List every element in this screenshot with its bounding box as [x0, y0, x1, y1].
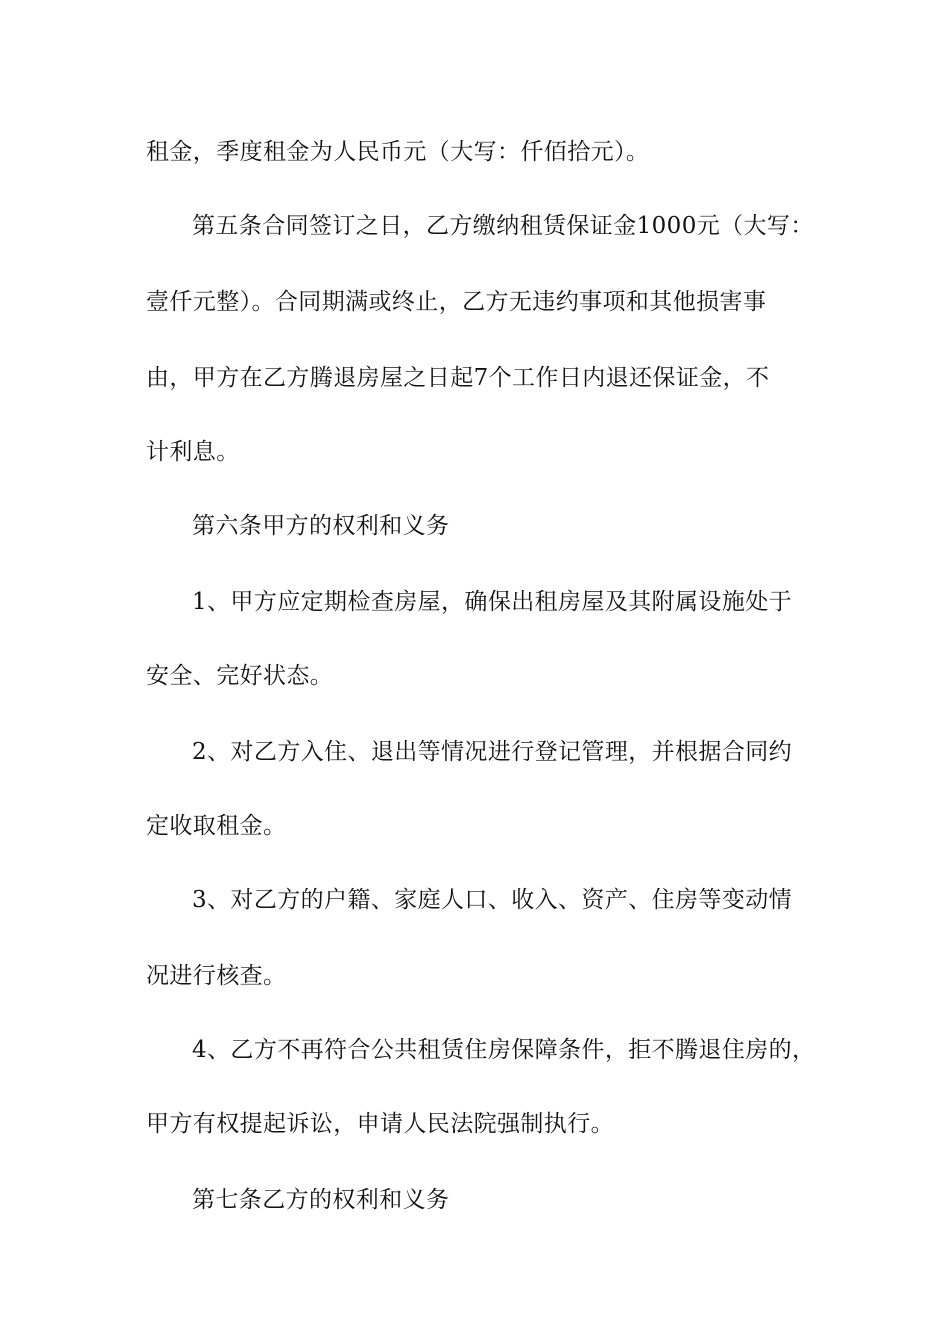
text-line-item-4-cont: 甲方有权提起诉讼，申请人民法院强制执行。 — [146, 1111, 614, 1137]
text-line-article-5: 第五条合同签订之日，乙方缴纳租赁保证金1000元（大写： — [192, 213, 814, 239]
text-line-article-5-cont-3: 计利息。 — [146, 439, 240, 465]
text-line-item-2: 2、对乙方入住、退出等情况进行登记管理，并根据合同约 — [192, 739, 793, 765]
heading-article-6: 第六条甲方的权利和义务 — [192, 513, 450, 539]
heading-article-7: 第七条乙方的权利和义务 — [192, 1187, 450, 1213]
text-line-article-5-cont-2: 由，甲方在乙方腾退房屋之日起7个工作日内退还保证金，不 — [146, 365, 770, 391]
text-line-article-5-cont-1: 壹仟元整）。合同期满或终止，乙方无违约事项和其他损害事 — [146, 289, 767, 315]
text-line-item-4: 4、乙方不再符合公共租赁住房保障条件，拒不腾退住房的， — [192, 1037, 816, 1063]
text-line-item-3: 3、对乙方的户籍、家庭人口、收入、资产、住房等变动情 — [192, 887, 793, 913]
text-line-rent-quarterly: 租金，季度租金为人民币元（大写：仟佰拾元）。 — [146, 139, 650, 165]
text-line-item-2-cont: 定收取租金。 — [146, 813, 287, 839]
text-line-item-3-cont: 况进行核查。 — [146, 963, 287, 989]
text-line-item-1: 1、甲方应定期检查房屋，确保出租房屋及其附属设施处于 — [192, 589, 793, 615]
text-line-item-1-cont: 安全、完好状态。 — [146, 663, 334, 689]
